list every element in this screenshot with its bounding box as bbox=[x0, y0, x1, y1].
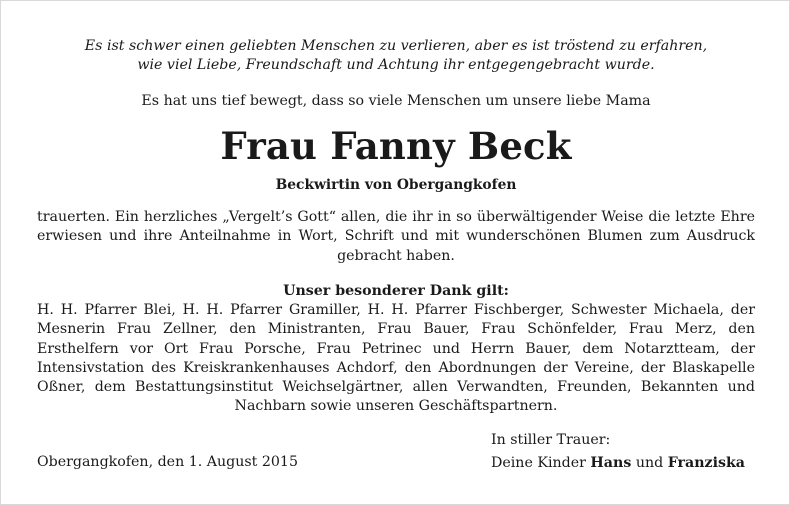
thanks-paragraph: trauerten. Ein herzliches „Vergelt’s Gott“ allen, die ihr in so überwältigender Weise die letzte Ehre erwiesen und ihre Anteilnahme in Wort, Schrift und mit wunderschönen Blumen zum Ausdruck gebracht haben. bbox=[37, 209, 755, 264]
special-thanks-list: H. H. Pfarrer Blei, H. H. Pfarrer Gramiller, H. H. Pfarrer Fischberger, Schwester Michaela, der Mesnerin Frau Zellner, den Ministranten, Frau Bauer, Frau Schönfelder, Frau Merz, den Ersthelfern vor Ort Frau Porsche, Frau Petrinec und Herrn Bauer, dem Notarztteam, der Intensivstation des Kreiskrankenhauses Achdorf, den Abordnungen der Vereine, der Blaskapelle Oßner, dem Bestattungsinstitut Weichselgärtner, allen Verwandten, Freunden, Bekannten und Nachbarn sowie unseren Geschäftspartnern. bbox=[37, 302, 755, 415]
deceased-title: Beckwirtin von Obergangkofen bbox=[275, 177, 517, 193]
special-thanks-heading: Unser besonderer Dank gilt: bbox=[283, 283, 509, 299]
child-name-2: Franziska bbox=[667, 455, 745, 471]
mourners-block bbox=[491, 429, 745, 475]
child-name-1: Hans bbox=[590, 455, 632, 471]
mourning-label: In stiller Trauer: bbox=[491, 432, 611, 448]
intro-line: Es hat uns tief bewegt, dass so viele Menschen um unsere liebe Mama bbox=[141, 93, 651, 109]
memorial-quote bbox=[31, 37, 761, 75]
quote-line-1: Es ist schwer einen geliebten Menschen zu verlieren, aber es ist tröstend zu erfahren, bbox=[84, 38, 708, 54]
quote-line-2: wie viel Liebe, Freundschaft und Achtung ihr entgegengebracht wurde. bbox=[137, 57, 655, 73]
place-and-date: Obergangkofen, den 1. August 2015 bbox=[37, 454, 298, 470]
children-prefix: Deine Kinder bbox=[491, 455, 586, 471]
conjunction: und bbox=[635, 455, 664, 471]
mourners-line bbox=[491, 452, 745, 475]
deceased-name: Frau Fanny Beck bbox=[220, 124, 572, 168]
